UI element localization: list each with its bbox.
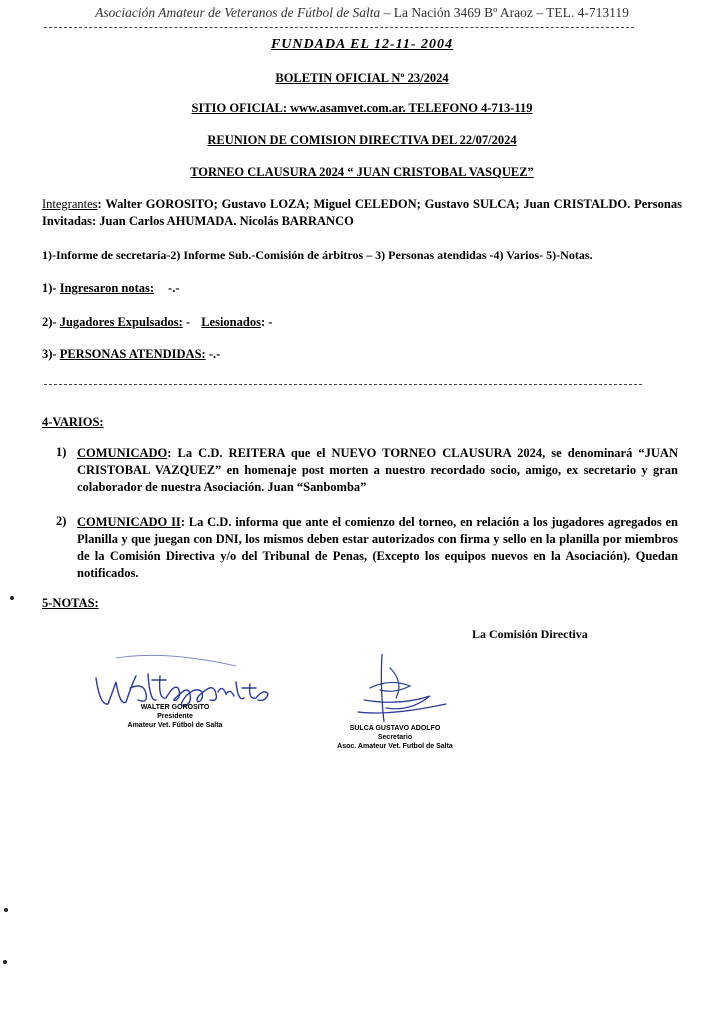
section-2-injured-label: Lesionados (201, 315, 261, 329)
scan-mark-dot (4, 908, 8, 912)
section-2-prefix: 2)- (42, 315, 60, 329)
signature-right-name: SULCA GUSTAVO ADOLFO (349, 725, 441, 732)
members-text: : Walter GOROSITO; Gustavo LOZA; Miguel CELEDON; Gustavo SULCA; Juan CRISTALDO. Personas Invitadas: Juan Carlos AHUMADA. Nicolás BARRANCO (42, 197, 682, 228)
tournament-text: TORNEO CLAUSURA 2024 “ JUAN CRISTOBAL VASQUEZ” (190, 165, 534, 179)
scan-mark-dot (10, 596, 14, 600)
section-2-value: : - (260, 315, 273, 329)
varios-item-1-text: : La C.D. REITERA que el NUEVO TORNEO CLAUSURA 2024, se denominará “JUAN CRISTOBAL VAZQUEZ” en homenaje post morten a nuestro recordado socio, amigo, ex secretario y gran colaborador de nuestra Asociación. Juan “Sanbomba” (77, 446, 678, 494)
founded-line (0, 37, 724, 53)
bulletin-number (0, 71, 724, 86)
section-1-value: -.- (168, 281, 180, 295)
section-notes-received (42, 280, 682, 297)
section-1-label: Ingresaron notas: (59, 281, 155, 295)
varios-title-text: 4-VARIOS: (42, 415, 104, 429)
meeting-title (0, 133, 724, 148)
signature-left-name: WALTER GOROSITO (140, 704, 210, 711)
section-people-attended (42, 346, 682, 363)
letterhead (0, 5, 724, 21)
section-2-label: Jugadores Expulsados: (59, 315, 183, 329)
section-divider (44, 384, 642, 385)
section-2-separator: - (182, 315, 194, 329)
bulletin-text: BOLETIN OFICIAL Nº 23/2024 (275, 71, 449, 85)
varios-item-1-label: COMUNICADO (77, 446, 168, 460)
official-site (0, 101, 724, 116)
founded-text: FUNDADA EL 12-11- 2004 (270, 37, 454, 52)
varios-item-2-text: : La C.D. informa que ante el comienzo del torneo, en relación a los jugadores agregados en Planilla y que juegan con DNI, los mismos deben estar autorizados con firma y sello en la planilla por miembros de la Comisión Directiva y/o del Tribunal de Penas, (Excepto los equipos nuevos en la Asociación). Quedan notificados. (77, 515, 679, 580)
letterhead-org: Asociación Amateur de Veteranos de Fútbol de Salta (95, 5, 381, 20)
site-text: SITIO OFICIAL: www.asamvet.com.ar. TELEFONO 4-713-119 (191, 101, 533, 115)
meeting-text: REUNION DE COMISION DIRECTIVA DEL 22/07/2024 (207, 133, 517, 147)
members-label: Integrantes (42, 197, 98, 211)
varios-item-2 (77, 514, 678, 582)
varios-item-1 (77, 445, 678, 496)
agenda (42, 247, 682, 264)
varios-item-1-number: 1) (56, 445, 67, 459)
section-3-value: -.- (205, 347, 221, 361)
scan-mark-dot (3, 960, 7, 964)
tournament-title (0, 165, 724, 180)
agenda-text: 1)-Informe de secretaría-2) Informe Sub.-Comisión de árbitros – 3) Personas atendidas -4) Varios- 5)-Notas. (42, 248, 593, 262)
section-1-prefix: 1)- (42, 281, 60, 295)
varios-title (42, 414, 682, 431)
signature-left-stamp (110, 703, 240, 730)
signature-right-handwriting (350, 648, 460, 728)
signature-left-org: Amateur Vet. Fútbol de Salta (127, 722, 223, 729)
varios-item-2-number: 2) (56, 514, 67, 528)
section-3-prefix: 3)- (42, 347, 60, 361)
notas-title (42, 595, 682, 612)
header-divider (44, 27, 634, 28)
letterhead-address: – La Nación 3469 Bº Araoz – TEL. 4-713119 (383, 5, 629, 20)
signature-right-role: Secretario (377, 734, 413, 741)
signature-right-stamp (330, 724, 460, 751)
signoff: La Comisión Directiva (472, 627, 588, 641)
notas-title-text: 5-NOTAS: (42, 596, 99, 610)
signature-left-role: Presidente (157, 713, 193, 720)
signature-right-org: Asoc. Amateur Vet. Futbol de Salta (337, 743, 453, 750)
section-3-label: PERSONAS ATENDIDAS: (59, 347, 206, 361)
members-paragraph (42, 196, 682, 230)
varios-item-2-label: COMUNICADO II (77, 515, 181, 529)
section-expelled-players (42, 314, 682, 331)
